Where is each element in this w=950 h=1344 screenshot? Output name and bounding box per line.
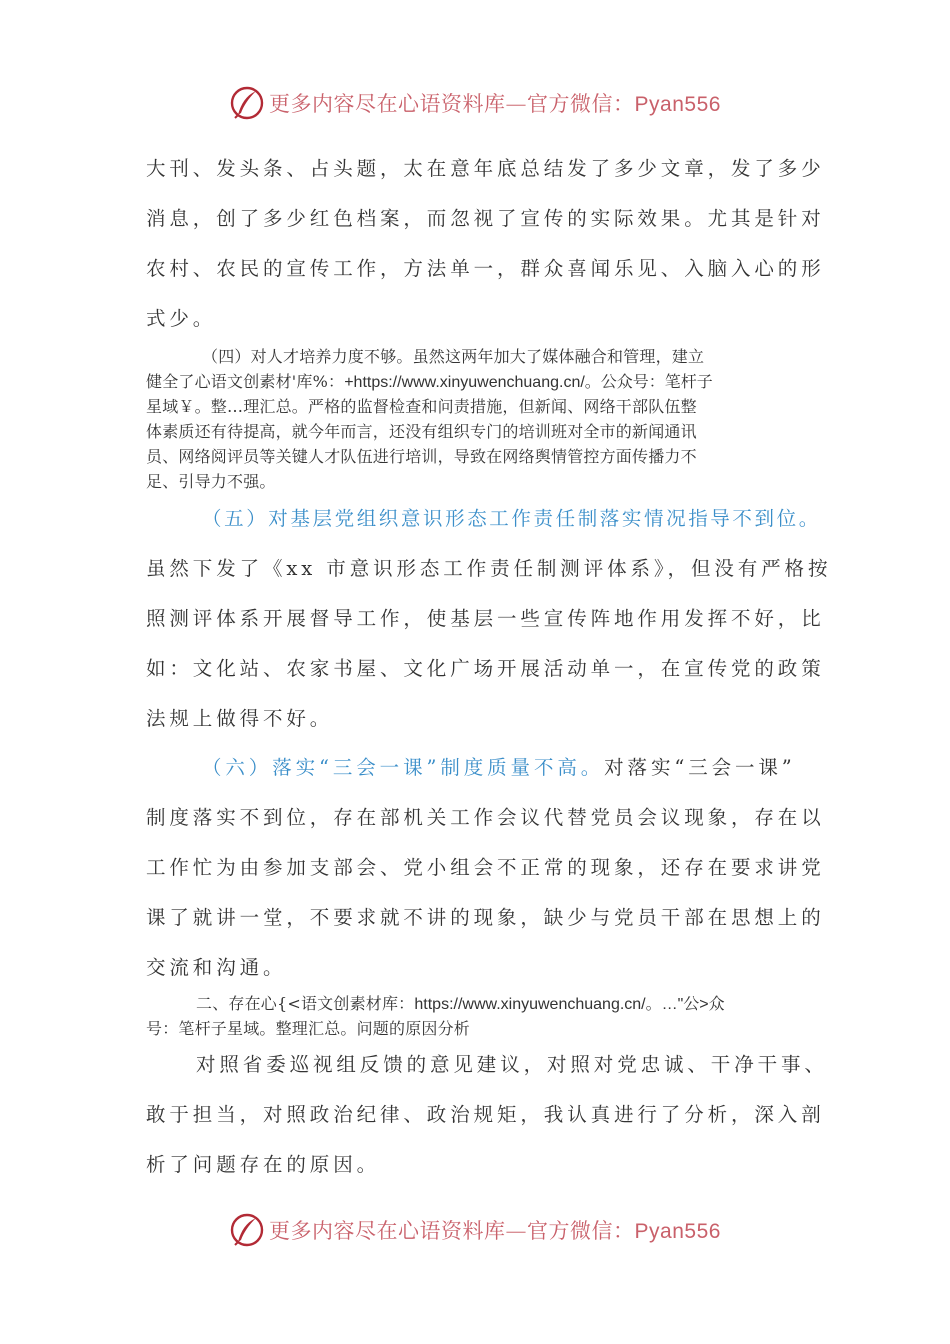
text-line: 员、网络阅评员等关键人才队伍进行培训，导致在网络舆情管控方面传播力不 [146,447,697,466]
text-line: 制度落实不到位，存在部机关工作会议代替党员会议现象，存在以 [146,806,825,829]
text-line: 照测评体系开展督导工作，使基层一些宣传阵地作用发挥不好，比 [146,607,825,630]
text-line: 星域￥。整…理汇总。严格的监督检查和问责措施，但新闻、网络干部队伍整 [146,397,697,416]
footer-banner [0,1208,950,1252]
text-line: 如：文化站、农家书屋、文化广场开展活动单一，在宣传党的政策 [146,657,825,680]
text-line: 课了就讲一堂，不要求就不讲的现象，缺少与党员干部在思想上的 [146,906,825,929]
text-line: 消息，创了多少红色档案，而忽视了宣传的实际效果。尤其是针对 [146,207,825,230]
text-line: 工作忙为由参加支部会、党小组会不正常的现象，还存在要求讲党 [146,856,825,879]
text-line: 交流和沟通。 [146,956,287,979]
paragraph-cause-analysis [146,1040,828,1190]
text-line: 对照省委巡视组反馈的意见建议，对照对党忠诚、干净干事、 [196,1053,828,1076]
text-line: 农村、农民的宣传工作，方法单一，群众喜闻乐见、入脑入心的形 [146,257,825,280]
paragraph-grassroots-guidance [146,494,832,744]
text-line: 大刊、发头条、占头题，太在意年底总结发了多少文章，发了多少 [146,157,825,180]
text-line: 析了问题存在的原因。 [146,1153,381,1176]
paragraph-cause-analysis-heading [146,991,808,1041]
text-line: 法规上做得不好。 [146,707,334,730]
text-line: （四）对人才培养力度不够。虽然这两年加大了媒体融合和管理，建立 [202,347,705,366]
banner-text: 更多内容尽在心语资料库—官方微信：Pyan556 [269,92,721,116]
paragraph-three-meetings [146,743,825,993]
text-line: 二、存在心{<语文创素材库：https://www.xinyuwenchuang.cn/。…"公>众 [196,994,725,1013]
text-line: 体素质还有待提高，就今年而言，还没有组织专门的培训班对全市的新闻通讯 [146,422,697,441]
section-heading: （六）落实“三会一课”制度质量不高。 [202,756,605,779]
text-line: 足、引导力不强。 [146,472,276,491]
text-line: 虽然下发了《xx 市意识形态工作责任制测评体系》，但没有严格按 [146,557,832,580]
banner-text: 更多内容尽在心语资料库—官方微信：Pyan556 [269,1219,721,1243]
quill-logo-icon [229,85,265,121]
paragraph-publicity-effect [146,144,825,344]
text-line: 健全了心语文创素材'库%：+https://www.xinyuwenchuang.cn/。公众号：笔杆子 [146,372,713,391]
text-line: 式少。 [146,307,217,330]
text-line: 号：笔杆子星域。整理汇总。问题的原因分析 [146,1019,471,1038]
text-line: （六）落实“三会一课”制度质量不高。对落实“三会一课” [202,756,796,779]
quill-logo-icon [229,1212,265,1248]
text-line: 敢于担当，对照政治纪律、政治规矩，我认真进行了分析，深入剖 [146,1103,825,1126]
header-banner [0,81,950,125]
section-heading: （五）对基层党组织意识形态工作责任制落实情况指导不到位。 [202,507,821,530]
paragraph-talent-training [146,344,808,494]
